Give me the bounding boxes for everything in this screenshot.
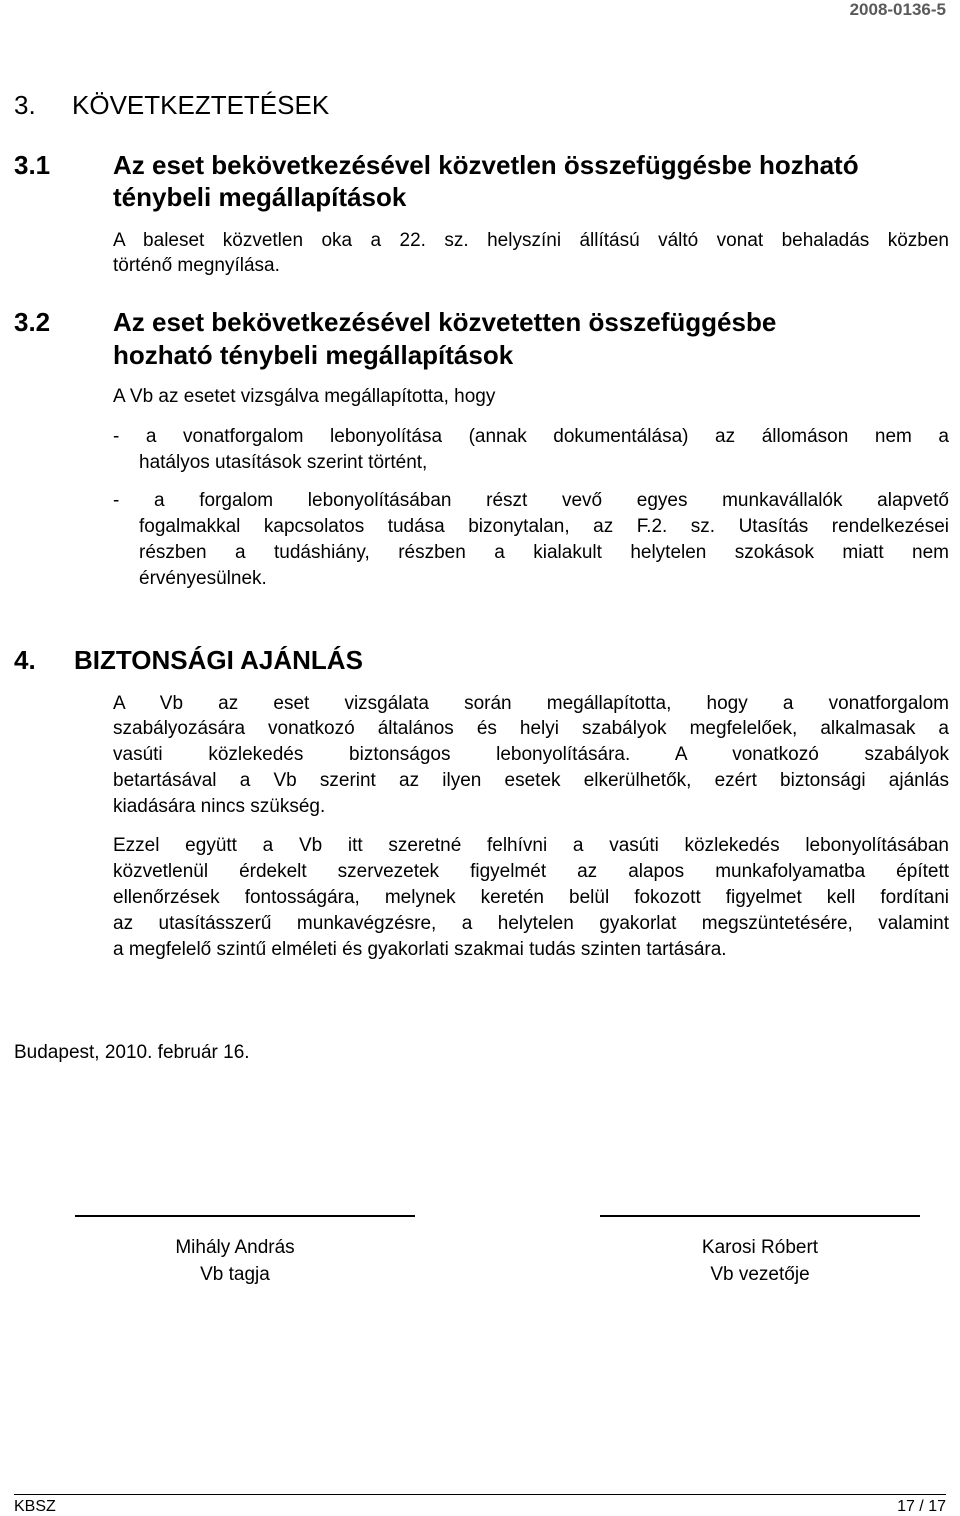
section-4-title: BIZTONSÁGI AJÁNLÁS bbox=[74, 645, 363, 675]
section-3-1-body-line-2: történő megnyílása. bbox=[113, 255, 280, 276]
section-3-1-title-line-2: ténybeli megállapítások bbox=[113, 182, 407, 212]
section-4-para-2-line-1: Ezzel együtt a Vb itt szeretné felhívni a vasúti közlekedés lebonyolításában bbox=[113, 835, 949, 856]
section-4-para-1-line-1: A Vb az eset vizsgálata során megállapította, hogy a vonatforgalom bbox=[113, 693, 949, 714]
section-3-title: KÖVETKEZTETÉSEK bbox=[72, 90, 330, 120]
section-4-para-2-line-3: ellenőrzések fontosságára, melynek keretén belül fokozott figyelmet kell fordítani bbox=[113, 887, 949, 908]
section-4-number: 4. bbox=[14, 645, 36, 675]
document-id: 2008-0136-5 bbox=[849, 0, 946, 19]
bullet-1-line-2: hatályos utasítások szerint történt, bbox=[139, 452, 428, 473]
section-4-para-2-line-2: közvetlenül érdekelt szervezetek figyelmét az alapos munkafolyamatba épített bbox=[113, 861, 949, 882]
bullet-2-line-3: részben a tudáshiány, részben a kialakult helytelen szokások miatt nem bbox=[139, 542, 949, 563]
section-3-2-number: 3.2 bbox=[14, 307, 51, 337]
section-4-para-1-line-3: vasúti közlekedés biztonságos lebonyolítására. A vonatkozó szabályok bbox=[113, 744, 949, 765]
section-3-2-title-line-2: hozható ténybeli megállapítások bbox=[113, 340, 514, 370]
footer-rule bbox=[14, 1494, 946, 1495]
section-3-number: 3. bbox=[14, 90, 36, 120]
signature-line-left bbox=[75, 1215, 415, 1217]
signer-right-role: Vb vezetője bbox=[710, 1264, 810, 1285]
place-and-date: Budapest, 2010. február 16. bbox=[14, 1042, 250, 1063]
section-3-2-title-line-1: Az eset bekövetkezésével közvetetten összefüggésbe bbox=[113, 307, 777, 337]
signer-right-name: Karosi Róbert bbox=[701, 1237, 819, 1258]
section-4-para-1-line-5: kiadására nincs szükség. bbox=[113, 796, 326, 817]
signature-line-right bbox=[600, 1215, 920, 1217]
section-3-1-body-line-1: A baleset közvetlen oka a 22. sz. helyszíni állítású váltó vonat behaladás közben bbox=[113, 230, 949, 251]
signer-left-name: Mihály András bbox=[175, 1237, 295, 1258]
section-3-2-intro: A Vb az esetet vizsgálva megállapította, hogy bbox=[113, 386, 496, 407]
bullet-2-line-2: fogalmakkal kapcsolatos tudása bizonytalan, az F.2. sz. Utasítás rendelkezései bbox=[139, 516, 949, 537]
section-3-1-number: 3.1 bbox=[14, 150, 51, 180]
bullet-2-line-1: - a forgalom lebonyolításában részt vevő egyes munkavállalók alapvető bbox=[113, 490, 949, 511]
section-3-1-title-line-1: Az eset bekövetkezésével közvetlen összefüggésbe hozható bbox=[113, 150, 859, 180]
section-4-para-1-line-4: betartásával a Vb szerint az ilyen esetek elkerülhetők, ezért biztonsági ajánlás bbox=[113, 770, 949, 791]
bullet-2-line-4: érvényesülnek. bbox=[139, 568, 267, 589]
bullet-1-line-1: - a vonatforgalom lebonyolítása (annak dokumentálása) az állomáson nem a bbox=[113, 426, 949, 447]
footer-org: KBSZ bbox=[14, 1498, 56, 1515]
signer-left-role: Vb tagja bbox=[200, 1264, 270, 1285]
section-4-para-2-line-4: az utasításszerű munkavégzésre, a helytelen gyakorlat megszüntetésére, valamint bbox=[113, 913, 949, 934]
signer-right bbox=[600, 1234, 920, 1288]
section-4-para-1-line-2: szabályozására vonatkozó általános és helyi szabályok megfelelőek, alkalmasak a bbox=[113, 718, 949, 739]
signer-left bbox=[75, 1234, 395, 1288]
footer-page-number: 17 / 17 bbox=[897, 1498, 946, 1515]
section-4-para-2-line-5: a megfelelő szintű elméleti és gyakorlati szakmai tudás szinten tartására. bbox=[113, 939, 727, 960]
